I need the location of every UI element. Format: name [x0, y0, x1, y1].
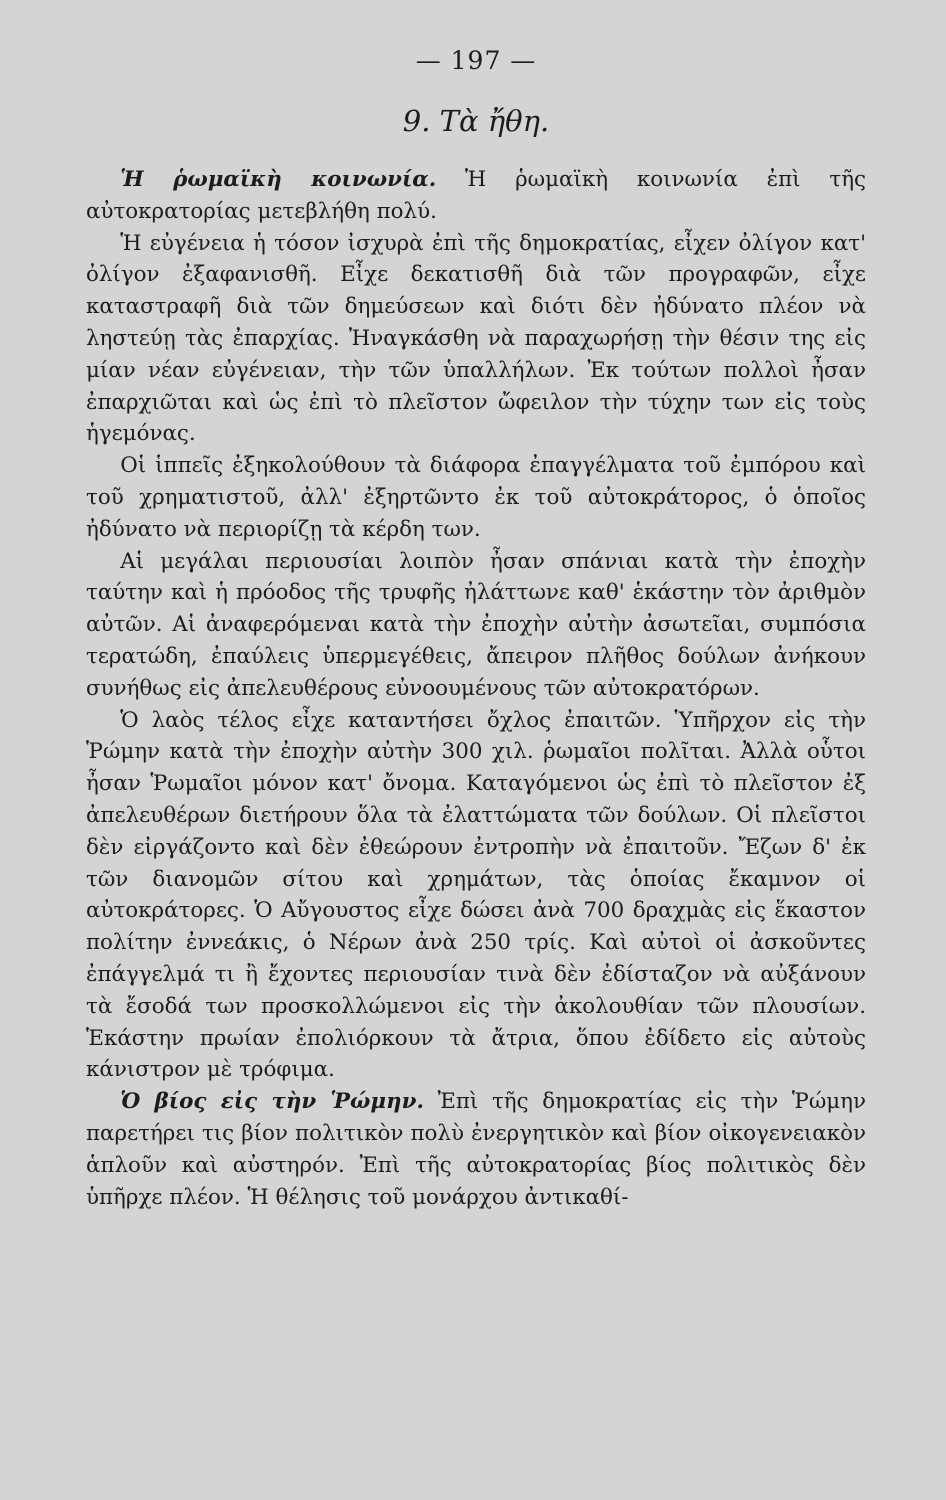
paragraph-text: Ὁ λαὸς τέλος εἶχε καταντήσει ὄχλος ἐπαιτῶν. Ὑπῆρχον εἰς τὴν Ῥώμην κατὰ τὴν ἐποχὴν αὐτὴν 300 χιλ. ῥωμαῖοι πολῖται. Ἀλλὰ οὗτοι ἦσαν Ῥωμαῖοι μόνον κατ' ὄνομα. Καταγόμενοι ὡς ἐπὶ τὸ πλεῖστον ἐξ ἀπελευθέρων διετήρουν ὅλα τὰ ἐλαττώματα τῶν δούλων. Οἱ πλεῖστοι δὲν εἰργάζοντο καὶ δὲν ἐθεώρουν ἐντροπὴν νὰ ἐπαιτοῦν. Ἔζων δ' ἐκ τῶν διανομῶν σίτου καὶ χρημάτων, τὰς ὁποίας ἔκαμνον οἱ αὐτοκράτορες. Ὁ Αὔγουστος εἶχε δώσει ἀνὰ 700 δραχμὰς εἰς ἕκαστον πολίτην ἐννεάκις, ὁ Νέρων ἀνὰ 250 τρίς. Καὶ αὐτοὶ οἱ ἀσκοῦντες ἐπάγγελμά τι ἢ ἔχοντες περιουσίαν τινὰ δὲν ἐδίσταζον νὰ αὐξάνουν τὰ ἔσοδά των προσκολλώμενοι εἰς τὴν ἀκολουθίαν τῶν πλουσίων. Ἑκάστην πρωίαν ἐπολιόρκουν τὰ ἄτρια, ὅπου ἐδίδετο εἰς αὐτοὺς κάνιστρον μὲ τρόφιμα. — [86, 707, 866, 1083]
paragraph-heading-roman-society: Ἡ ῥωμαϊκὴ κοινωνία. — [120, 167, 437, 192]
paragraph-text: Ἐπὶ τῆς δημοκρατίας εἰς τὴν Ῥώμην παρετήρει τις βίον πολιτικὸν πολὺ ἐνεργητικὸν καὶ βίον οἰκογενειακὸν ἁπλοῦν καὶ αὐστηρόν. Ἐπὶ τῆς αὐτοκρατορίας βίος πολιτικὸς δὲν ὑπῆρχε πλέον. Ἡ θέλησις τοῦ μονάρχου ἀντικαθί- — [86, 1089, 866, 1210]
body-text — [86, 164, 866, 1213]
paragraph-people — [86, 705, 866, 1087]
paragraph-text: Ἡ ῥωμαϊκὴ κοινωνία ἐπὶ τῆς αὐτοκρατορίας μετεβλήθη πολύ. — [86, 167, 866, 224]
section-title: 9. Τὰ ἤθη. — [402, 104, 550, 138]
paragraph-great-fortunes — [86, 546, 866, 705]
paragraph-knights — [86, 450, 866, 545]
paragraph-nobility — [86, 228, 866, 451]
paragraph-roman-society — [86, 164, 866, 228]
paragraph-text: Οἱ ἱππεῖς ἐξηκολούθουν τὰ διάφορα ἐπαγγέλματα τοῦ ἐμπόρου καὶ τοῦ χρηματιστοῦ, ἀλλ' ἐξηρτῶντο ἐκ τοῦ αὐτοκράτορος, ὁ ὁποῖος ἠδύνατο νὰ περιορίζῃ τὰ κέρδη των. — [86, 453, 866, 542]
page-number: — 197 — — [415, 46, 537, 75]
paragraph-life-in-rome — [86, 1086, 866, 1213]
paragraph-text: Ἡ εὐγένεια ἡ τόσον ἰσχυρὰ ἐπὶ τῆς δημοκρατίας, εἶχεν ὀλίγον κατ' ὀλίγον ἐξαφανισθῆ. Εἶχε δεκατισθῆ διὰ τῶν προγραφῶν, εἶχε καταστραφῆ διὰ τῶν δημεύσεων καὶ διότι δὲν ἠδύνατο πλέον νὰ ληστεύῃ τὰς ἐπαρχίας. Ἠναγκάσθη νὰ παραχωρήσῃ τὴν θέσιν της εἰς μίαν νέαν εὐγένειαν, τὴν τῶν ὑπαλλήλων. Ἐκ τούτων πολλοὶ ἦσαν ἐπαρχιῶται καὶ ὡς ἐπὶ τὸ πλεῖστον ὤφειλον τὴν τύχην των εἰς τοὺς ἡγεμόνας. — [86, 230, 866, 447]
paragraph-heading-life-in-rome: Ὁ βίος εἰς τὴν Ῥώμην. — [120, 1089, 424, 1115]
paragraph-text: Αἱ μεγάλαι περιουσίαι λοιπὸν ἦσαν σπάνιαι κατὰ τὴν ἐποχὴν ταύτην καὶ ἡ πρόοδος τῆς τρυφῆς ἠλάττωνε καθ' ἑκάστην τὸν ἀριθμὸν αὐτῶν. Αἱ ἀναφερόμεναι κατὰ τὴν ἐποχὴν αὐτὴν ἀσωτεῖαι, συμπόσια τερατώδη, ἐπαύλεις ὑπερμεγέθεις, ἄπειρον πλῆθος δούλων ἀνήκουν συνήθως εἰς ἀπελευθέρους εὐνοουμένους τῶν αὐτοκρατόρων. — [86, 548, 866, 701]
